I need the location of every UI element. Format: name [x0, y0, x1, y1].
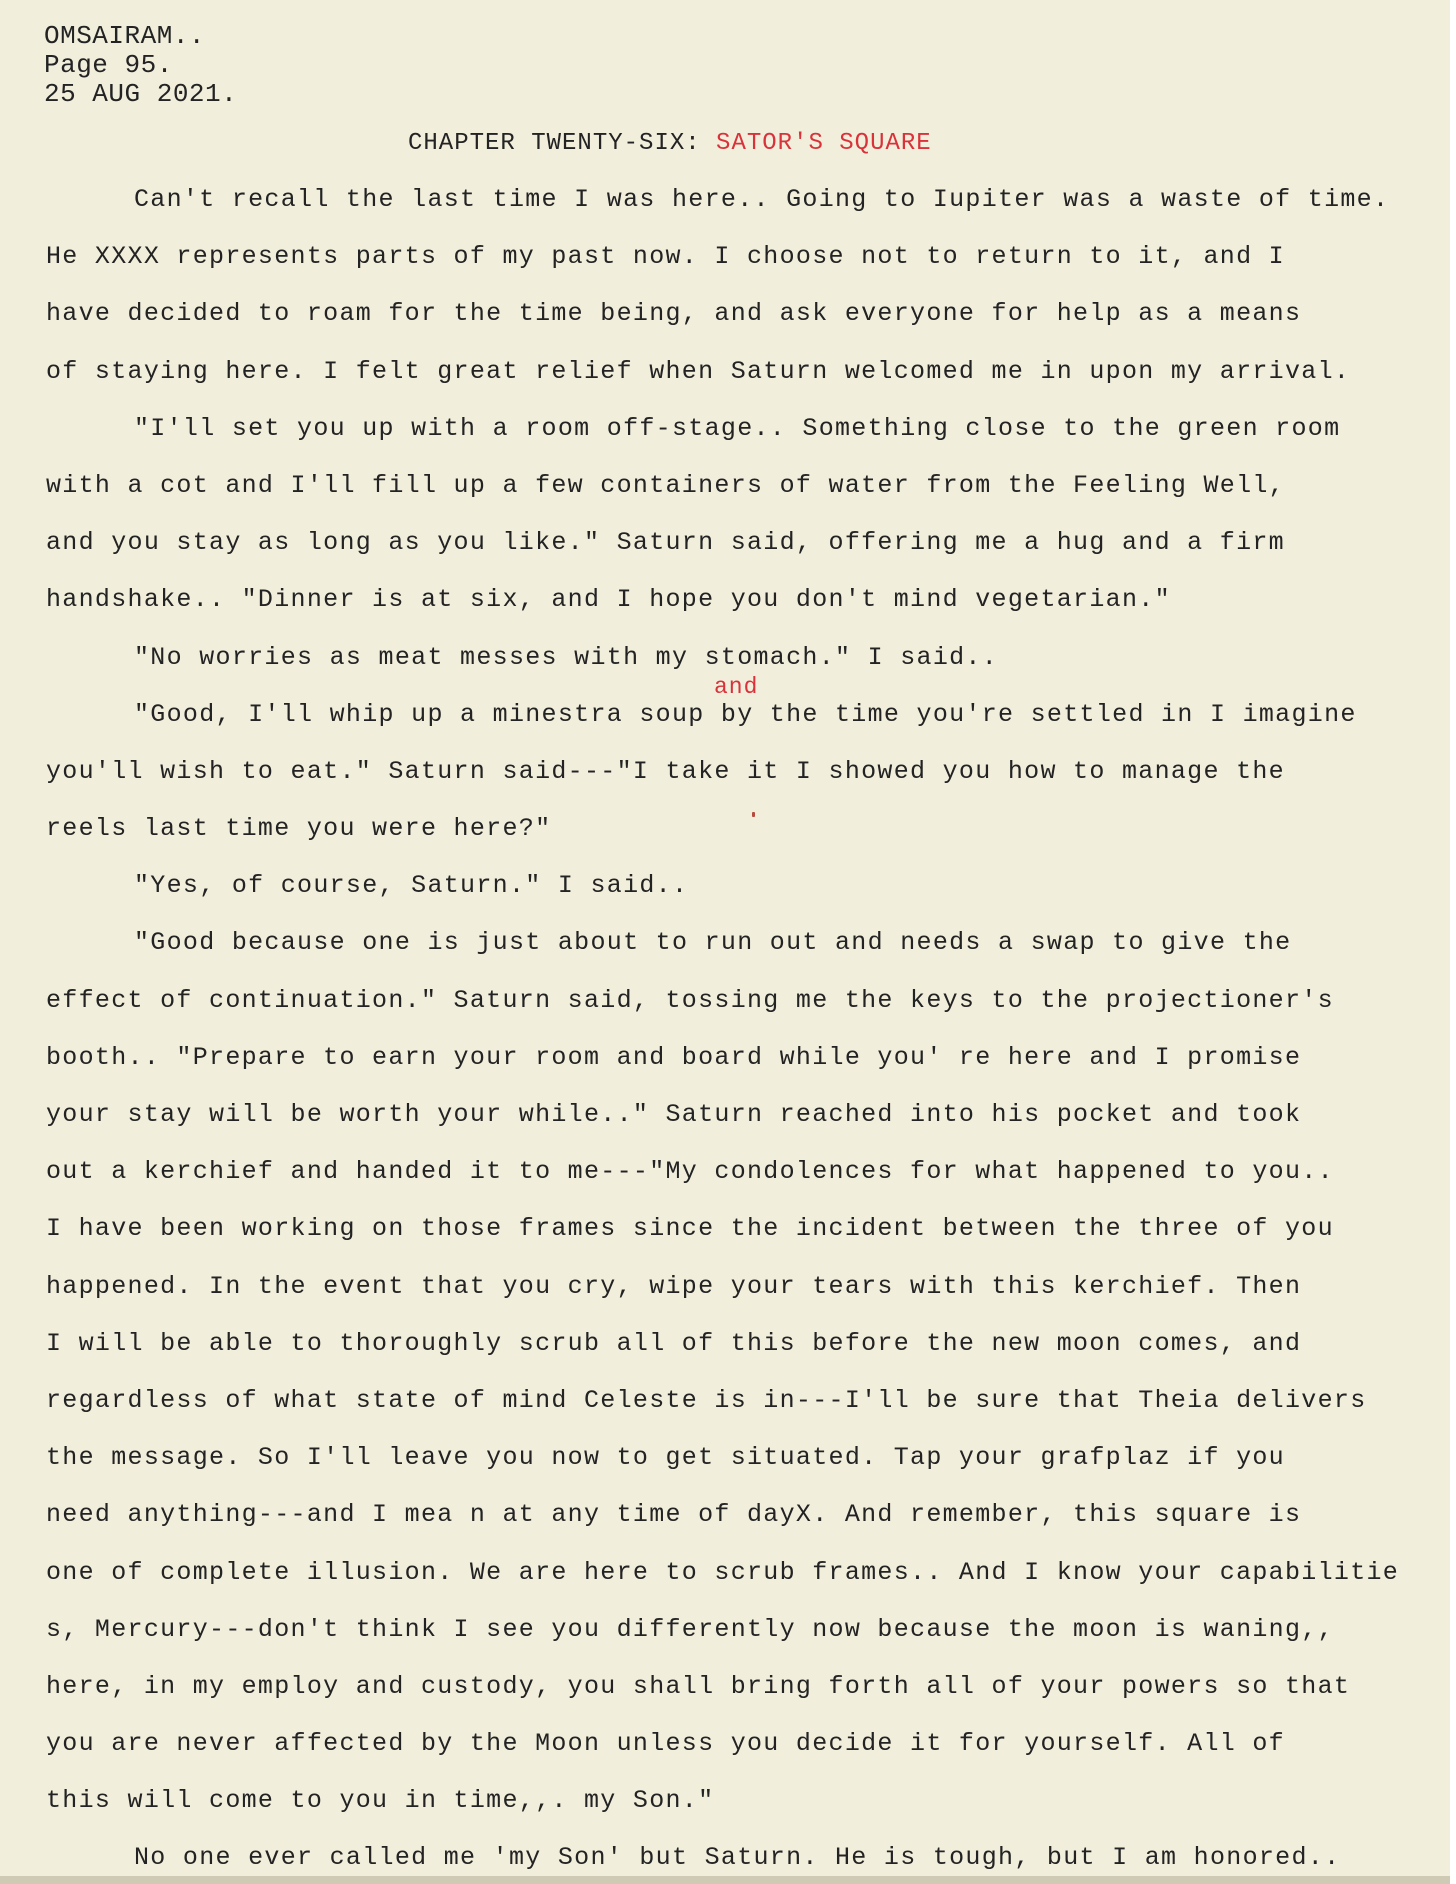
page-header — [44, 22, 237, 109]
text-line: s, Mercury---don't think I see you differently now because the moon is waning,, — [46, 1614, 1334, 1644]
text-line: you'll wish to eat." Saturn said---"I take it I showed you how to manage the — [46, 756, 1285, 786]
red-ink-mark — [752, 812, 755, 817]
text-line: I have been working on those frames since the incident between the three of you — [46, 1214, 1334, 1244]
text-line: effect of continuation." Saturn said, tossing me the keys to the projectioner's — [46, 985, 1334, 1015]
text-line: I will be able to thoroughly scrub all of this before the new moon comes, and — [46, 1328, 1302, 1358]
text-line-content: "Good, I'll whip up a minestra soup by the time you're settled in I imagine — [134, 699, 1357, 729]
text-line: out a kerchief and handed it to me---"My condolences for what happened to you.. — [46, 1157, 1334, 1187]
text-line: one of complete illusion. We are here to scrub frames.. And I know your capabilitie — [46, 1557, 1400, 1587]
text-line: happened. In the event that you cry, wipe your tears with this kerchief. Then — [46, 1271, 1302, 1301]
text-line: "No worries as meat messes with my stomach." I said.. — [134, 642, 999, 672]
text-line: "I'll set you up with a room off-stage.. Something close to the green room — [134, 413, 1341, 443]
text-line: the message. So I'll leave you now to get situated. Tap your grafplaz if you — [46, 1443, 1285, 1473]
manuscript-body — [46, 183, 1456, 1884]
text-line: have decided to roam for the time being, and ask everyone for help as a means — [46, 299, 1302, 329]
page-date: 25 AUG 2021. — [44, 79, 238, 109]
text-line: here, in my employ and custody, you shall bring forth all of your powers so that — [46, 1671, 1351, 1701]
text-line-with-insertion — [46, 673, 1456, 755]
text-line: with a cot and I'll fill up a few containers of water from the Feeling Well, — [46, 470, 1285, 500]
text-line: need anything---and I mea n at any time of dayX. And remember, this square is — [46, 1500, 1302, 1530]
text-line: this will come to you in time,,. my Son." — [46, 1786, 715, 1816]
text-line: booth.. "Prepare to earn your room and board while you' re here and I promise — [46, 1042, 1302, 1072]
text-line: He XXXX represents parts of my past now. I choose not to return to it, and I — [46, 242, 1285, 272]
text-line: handshake.. "Dinner is at six, and I hope you don't mind vegetarian." — [46, 585, 1171, 615]
handwritten-insertion-and: and — [714, 673, 759, 700]
text-line: Can't recall the last time I was here.. Going to Iupiter was a waste of time. — [134, 185, 1390, 214]
chapter-heading — [408, 130, 932, 157]
text-line: regardless of what state of mind Celeste is in---I'll be sure that Theia delivers — [46, 1385, 1367, 1415]
chapter-number: CHAPTER TWENTY-SIX: — [408, 130, 717, 157]
text-line: No one ever called me 'my Son' but Saturn. He is tough, but I am honored.. — [134, 1843, 1341, 1873]
paper-bottom-edge — [0, 1876, 1450, 1884]
text-line: reels last time you were here?" — [46, 814, 552, 844]
text-line: "Good because one is just about to run out and needs a swap to give the — [134, 928, 1292, 958]
text-line: of staying here. I felt great relief when Saturn welcomed me in upon my arrival. — [46, 356, 1351, 386]
text-line: your stay will be worth your while.." Saturn reached into his pocket and took — [46, 1100, 1302, 1129]
page-number: Page 95. — [44, 50, 173, 80]
text-line: you are never affected by the Moon unless you decide it for yourself. All of — [46, 1729, 1285, 1759]
text-line: and you stay as long as you like." Saturn said, offering me a hug and a firm — [46, 528, 1285, 558]
header-dedication: OMSAIRAM.. — [44, 21, 206, 51]
chapter-title-red: SATOR'S SQUARE — [716, 130, 932, 157]
text-line: "Yes, of course, Saturn." I said.. — [134, 871, 689, 901]
